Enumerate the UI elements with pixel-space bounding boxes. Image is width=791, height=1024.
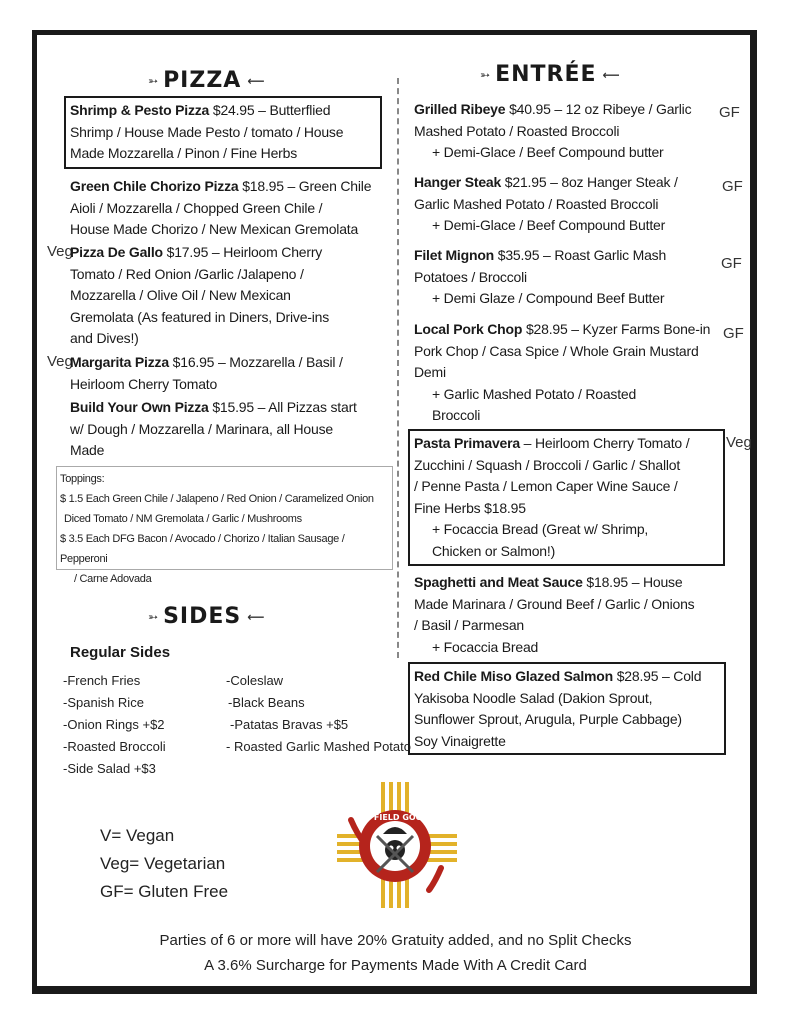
item-price: $18.95 – House [586, 574, 683, 590]
item-desc: Zucchini / Squash / Broccoli / Garlic / Shallot [414, 456, 681, 473]
side-item: -Spanish Rice [63, 695, 144, 710]
item-name: Filet Mignon [414, 247, 495, 263]
toppings-heading: Toppings: [60, 473, 105, 485]
veg-badge: Veg [726, 434, 752, 451]
side-item: -Coleslaw [226, 673, 284, 688]
dr-field-goods-logo [337, 780, 457, 910]
arrow-right-icon: ➳ [480, 67, 490, 82]
item-desc: Sunflower Sprout, Arugula, Purple Cabbage) [414, 711, 682, 727]
entree-title-text: ENTRÉE [495, 62, 597, 87]
toppings-line: $ 3.5 Each DFG Bacon / Avocado / Chorizo / Italian Sausage / Pepperoni [60, 533, 345, 565]
item-price: $40.95 – 12 oz Ribeye / Garlic [509, 101, 692, 117]
pizza-title-text: PIZZA [163, 68, 242, 93]
item-desc: Gremolata (As featured in Diners, Drive-ins [70, 308, 330, 325]
side-item: - Roasted Garlic Mashed Potato [226, 739, 411, 754]
item-name: Green Chile Chorizo Pizza [70, 178, 239, 194]
item-addon: + Focaccia Bread [432, 638, 539, 655]
arrow-left-icon: ⟵ [247, 609, 264, 624]
legend-gluten-free: GF= Gluten Free [100, 882, 229, 901]
menu-item-hanger-steak [414, 172, 714, 237]
item-desc: Aioli / Mozzarella / Chopped Green Chile / [70, 199, 323, 216]
menu-item-spaghetti-meat-sauce [414, 572, 720, 658]
menu-item-pasta-primavera [408, 429, 725, 566]
gf-badge: GF [719, 104, 740, 121]
arrow-left-icon: ⟵ [602, 67, 619, 82]
item-desc: Heirloom Cherry Tomato [70, 375, 218, 392]
item-desc: / Basil / Parmesan [414, 617, 524, 633]
item-price: $18.95 – Green Chile [242, 178, 372, 194]
item-addon: + Garlic Mashed Potato / Roasted [432, 385, 637, 402]
item-price: $15.95 – All Pizzas start [212, 399, 357, 415]
regular-sides-heading: Regular Sides [70, 644, 171, 661]
item-desc: / Penne Pasta / Lemon Caper Wine Sauce / [414, 478, 678, 494]
item-addon: + Demi-Glace / Beef Compound butter [432, 144, 664, 160]
menu-item-filet-mignon [414, 245, 714, 310]
legend-vegan: V= Vegan [100, 826, 175, 845]
side-item: -Side Salad +$3 [63, 761, 156, 776]
item-desc: Made Marinara / Ground Beef / Garlic / Onions [414, 595, 695, 612]
sides-section-title [142, 604, 269, 629]
item-price: $24.95 – Butterflied [212, 102, 331, 118]
item-price: $16.95 – Mozzarella / Basil / [172, 354, 343, 370]
column-divider [397, 78, 399, 658]
surcharge-notice: A 3.6% Surcharge for Payments Made With A Credit Card [204, 957, 587, 974]
sides-right-list [226, 670, 411, 758]
side-item: -Onion Rings +$2 [63, 717, 165, 732]
legend-vegetarian: Veg= Vegetarian [100, 854, 226, 873]
menu-item-margarita-pizza [70, 352, 390, 395]
menu-item-pizza-de-gallo [70, 242, 390, 350]
item-name: Hanger Steak [414, 174, 502, 190]
item-desc: Made Mozzarella / Pinon / Fine Herbs [70, 145, 298, 161]
item-desc: Pork Chop / Casa Spice / Whole Grain Mustard [414, 342, 699, 359]
side-item: -Patatas Bravas +$5 [230, 717, 349, 732]
item-name: Spaghetti and Meat Sauce [414, 574, 583, 590]
menu-item-grilled-ribeye [414, 99, 714, 164]
arrow-right-icon: ➳ [148, 73, 158, 88]
item-name: Local Pork Chop [414, 321, 523, 337]
side-item: -Black Beans [228, 695, 305, 710]
sides-left-list [63, 670, 166, 780]
item-name: Red Chile Miso Glazed Salmon [414, 668, 613, 684]
item-desc: Potatoes / Broccoli [414, 268, 527, 285]
toppings-box [56, 466, 393, 585]
menu-item-green-chile-chorizo-pizza [70, 176, 390, 241]
item-addon: + Focaccia Bread (Great w/ Shrimp, [432, 521, 649, 537]
item-desc: and Dives!) [70, 330, 139, 346]
menu-item-shrimp-pesto-pizza [64, 96, 382, 169]
item-desc: Yakisoba Noodle Salad (Dakion Sprout, [414, 689, 653, 706]
side-item: -Roasted Broccoli [63, 739, 166, 754]
item-addon: Broccoli [432, 407, 481, 423]
item-desc: Garlic Mashed Potato / Roasted Broccoli [414, 195, 659, 212]
gf-badge: GF [721, 255, 742, 272]
item-price: $21.95 – 8oz Hanger Steak / [504, 174, 678, 190]
menu-item-red-chile-miso-salmon [408, 662, 726, 755]
item-desc: Demi [414, 364, 446, 380]
menu-item-build-your-own-pizza [70, 397, 390, 462]
item-name: Margarita Pizza [70, 354, 169, 370]
arrow-right-icon: ➳ [148, 609, 158, 624]
gf-badge: GF [723, 325, 744, 342]
item-addon: + Demi Glaze / Compound Beef Butter [432, 290, 665, 306]
veg-badge: Veg [47, 353, 73, 370]
item-desc: Shrimp / House Made Pesto / tomato / House [70, 123, 344, 140]
side-item: -French Fries [63, 673, 141, 688]
dietary-legend [100, 822, 228, 906]
item-desc: Mozzarella / Olive Oil / New Mexican [70, 287, 291, 303]
arrow-left-icon: ⟵ [247, 73, 264, 88]
pizza-section-title [142, 68, 270, 93]
item-addon: + Demi-Glace / Beef Compound Butter [432, 217, 666, 233]
item-name: Build Your Own Pizza [70, 399, 209, 415]
toppings-line: Diced Tomato / NM Gremolata / Garlic / Mushrooms [64, 513, 302, 525]
item-desc: – Heirloom Cherry Tomato / [523, 435, 690, 451]
toppings-line: $ 1.5 Each Green Chile / Jalapeno / Red Onion / Caramelized Onion [60, 493, 374, 505]
item-addon: Chicken or Salmon!) [432, 542, 556, 559]
item-desc: House Made Chorizo / New Mexican Gremolata [70, 221, 359, 237]
logo-text: DR. FIELD GOODS [355, 813, 435, 822]
item-desc: Mashed Potato / Roasted Broccoli [414, 122, 620, 139]
item-price: $17.95 – Heirloom Cherry [166, 244, 323, 260]
item-desc: w/ Dough / Mozzarella / Marinara, all House [70, 420, 333, 437]
item-desc: Soy Vinaigrette [414, 732, 506, 749]
item-price: $35.95 – Roast Garlic Mash [497, 247, 667, 263]
toppings-line: / Carne Adovada [74, 573, 152, 585]
item-name: Shrimp & Pesto Pizza [70, 102, 210, 118]
sides-title-text: SIDES [163, 604, 242, 629]
item-name: Pizza De Gallo [70, 244, 163, 260]
gratuity-notice: Parties of 6 or more will have 20% Gratuity added, and no Split Checks [159, 932, 632, 949]
item-price: Fine Herbs $18.95 [414, 499, 526, 516]
item-price: $28.95 – Kyzer Farms Bone-in [525, 321, 711, 337]
veg-badge: Veg [47, 243, 73, 260]
gf-badge: GF [722, 178, 743, 195]
item-desc: Made [70, 442, 105, 458]
entree-section-title [474, 62, 625, 87]
item-name: Pasta Primavera [414, 435, 520, 451]
menu-item-local-pork-chop [414, 319, 720, 427]
item-desc: Tomato / Red Onion /Garlic /Jalapeno / [70, 265, 304, 282]
item-name: Grilled Ribeye [414, 101, 506, 117]
item-price: $28.95 – Cold [616, 668, 702, 684]
